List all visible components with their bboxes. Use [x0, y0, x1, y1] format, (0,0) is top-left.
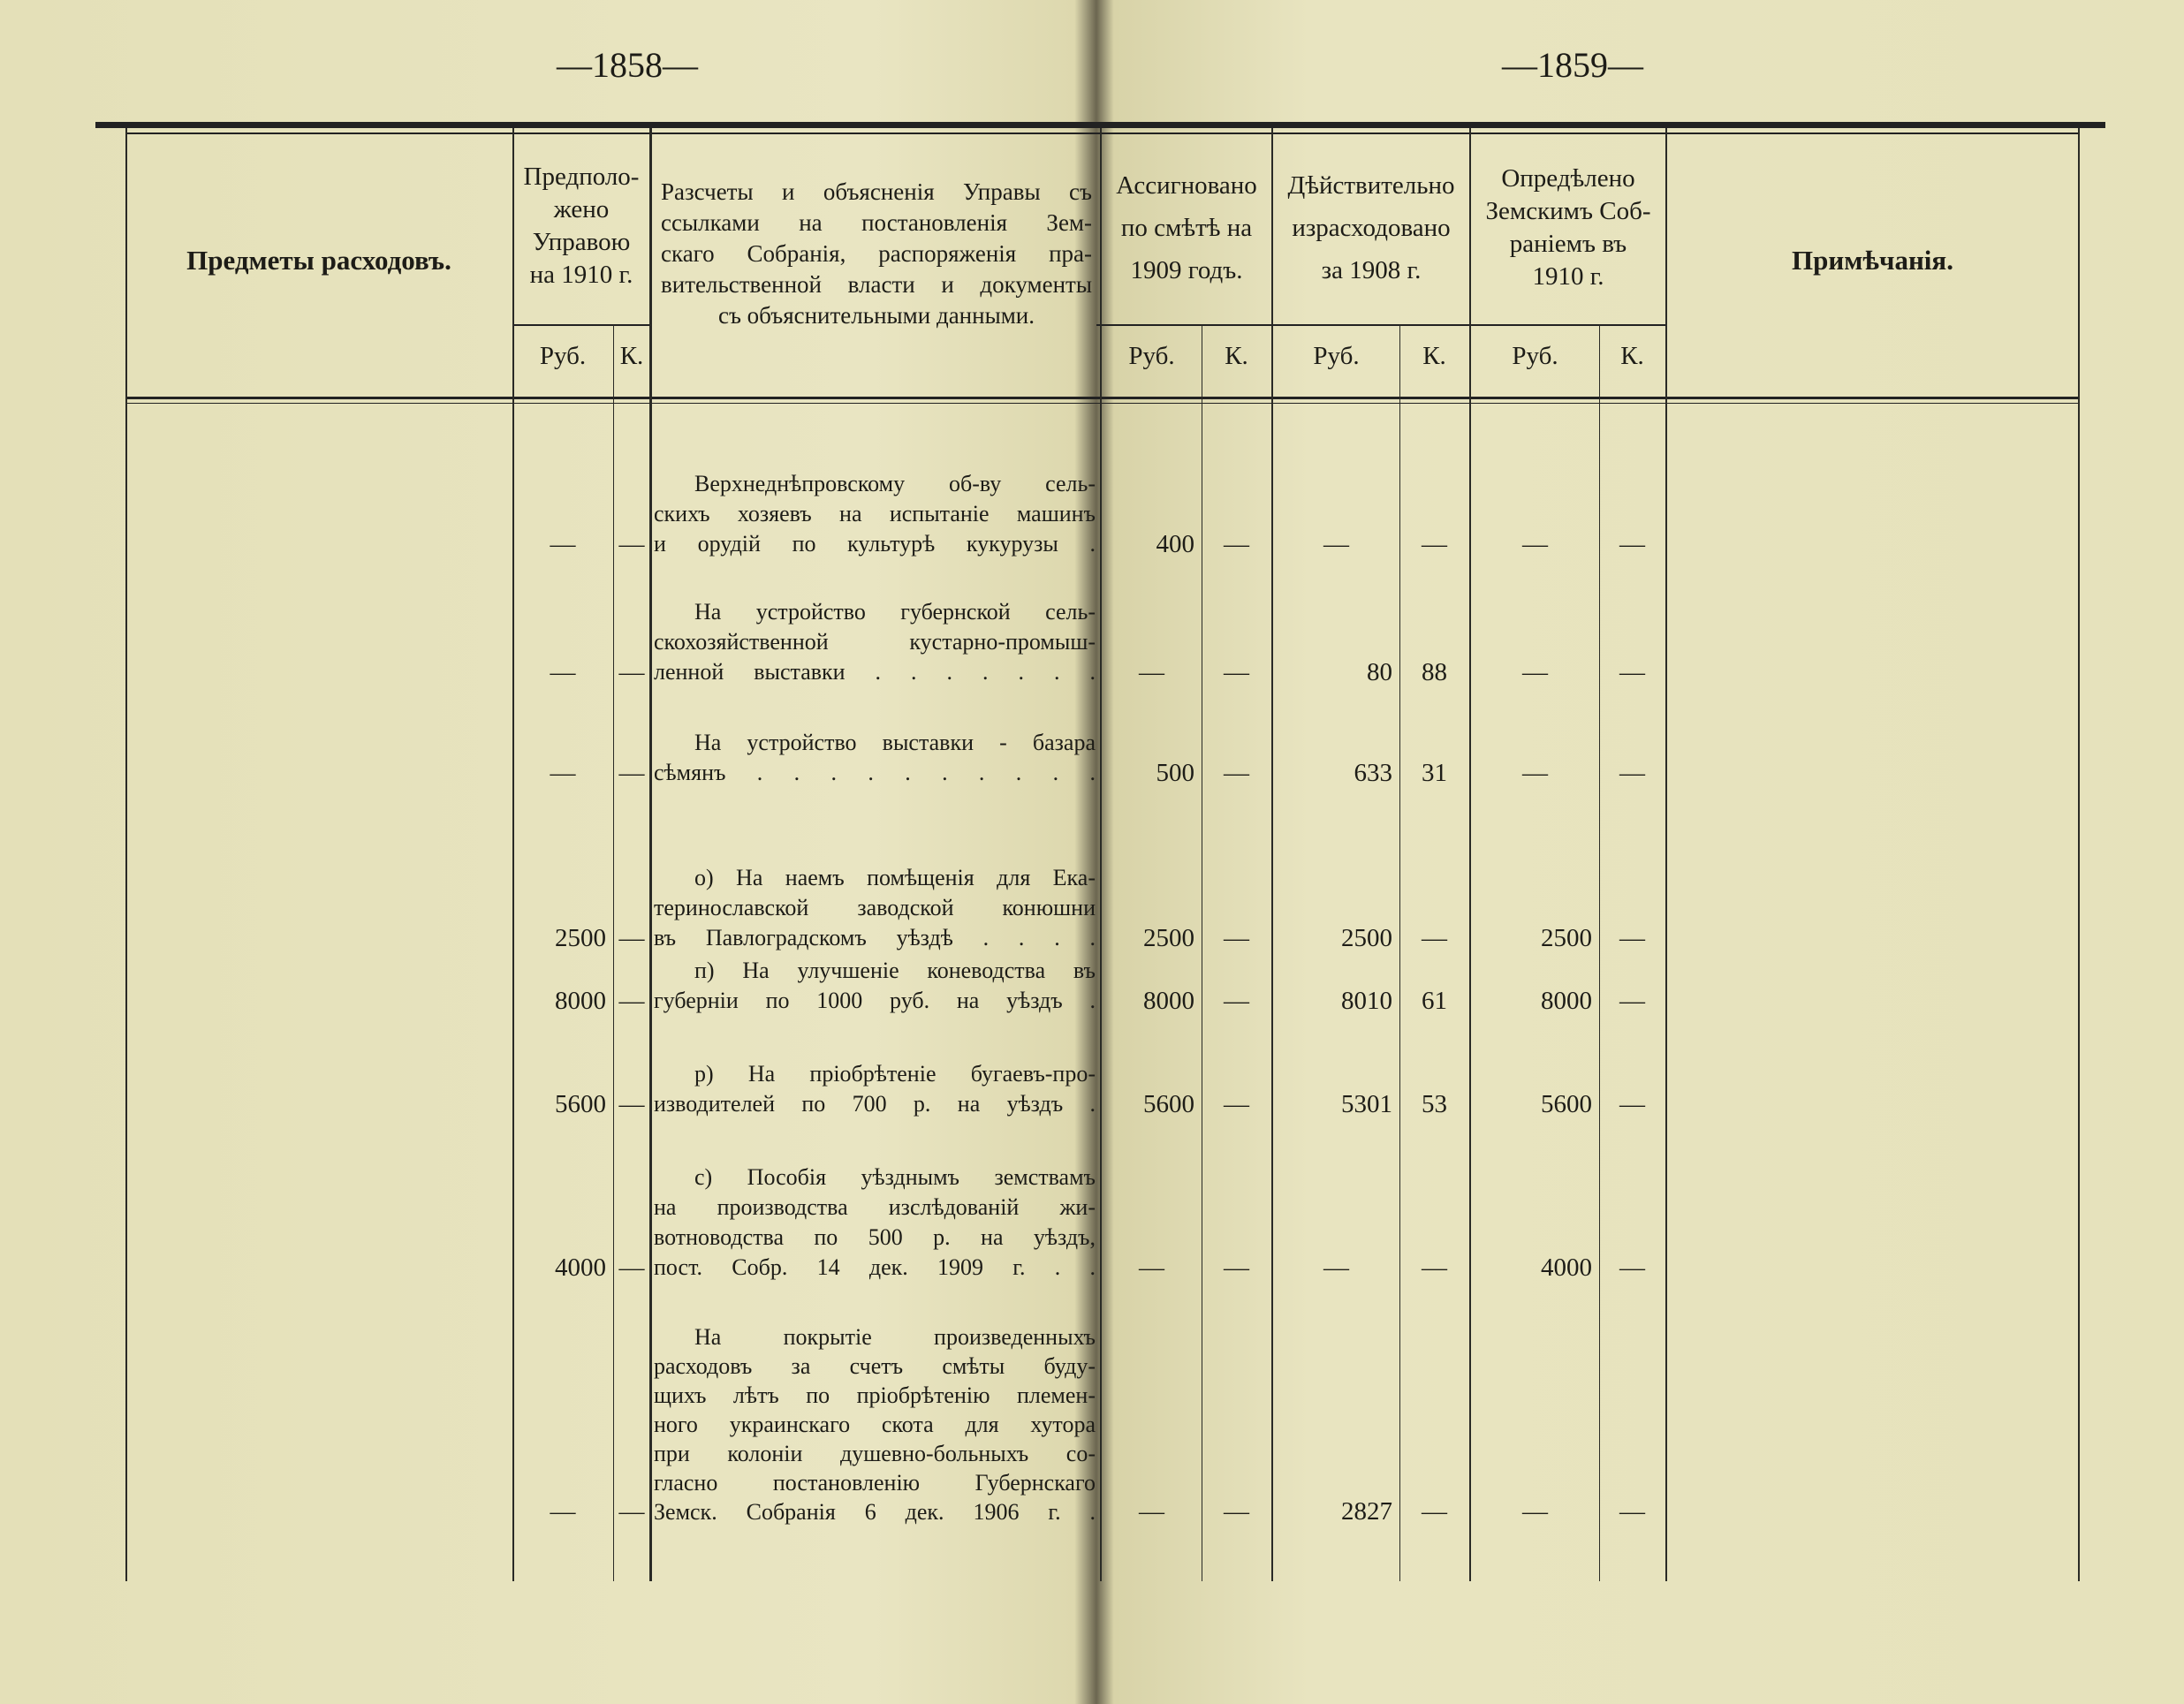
description-line: На устройство выставки - базара	[694, 730, 1096, 755]
cell-actual-rub: 80	[1367, 658, 1392, 686]
cell-determined-kop: —	[1619, 530, 1645, 558]
table-row	[0, 956, 2184, 1016]
subheader-rub: Руб.	[1128, 342, 1175, 370]
row-description	[654, 469, 1096, 559]
cell-planned-kop: —	[618, 759, 645, 787]
row-description	[654, 597, 1096, 687]
header-planned-line: на 1910 г.	[529, 261, 633, 289]
cell-determined-rub: —	[1522, 530, 1548, 558]
description-line: при колоніи душевно-больныхъ со-	[654, 1441, 1096, 1466]
table-row	[0, 469, 2184, 559]
header-notes: Примѣчанія.	[1792, 245, 1953, 276]
header-actual-line: израсходовано	[1292, 214, 1451, 242]
cell-determined-rub: 5600	[1541, 1090, 1592, 1118]
subheader-rub: Руб.	[1313, 342, 1360, 370]
header-explanations-line: съ объяснительными данными.	[717, 302, 1035, 329]
description-line: расходовъ за счетъ смѣты буду-	[654, 1353, 1096, 1379]
table-row	[0, 1163, 2184, 1283]
row-description	[654, 1322, 1096, 1526]
header-items: Предметы расходовъ.	[186, 245, 451, 276]
row-description	[654, 1059, 1096, 1119]
cell-planned-rub: —	[550, 759, 576, 787]
cell-actual-kop: —	[1422, 1253, 1447, 1282]
row-description	[654, 863, 1096, 953]
cell-planned-kop: —	[618, 1253, 645, 1282]
cell-actual-rub: 2827	[1341, 1497, 1392, 1526]
cell-actual-rub: 5301	[1341, 1090, 1392, 1118]
cell-actual-rub: —	[1323, 1253, 1349, 1282]
cell-determined-rub: —	[1522, 1497, 1548, 1526]
header-assigned-line: Ассигновано	[1116, 171, 1257, 200]
header-actual	[1273, 164, 1469, 292]
description-line: На покрытіе произведенныхъ	[694, 1324, 1096, 1350]
description-line: скихъ хозяевъ на испытаніе машинъ	[654, 501, 1096, 526]
cell-actual-kop: 53	[1422, 1090, 1447, 1118]
description-line: теринославской заводской конюшни	[654, 895, 1096, 920]
table-row	[0, 1059, 2184, 1119]
cell-determined-kop: —	[1619, 1497, 1645, 1526]
header-explanations	[661, 177, 1092, 331]
cell-planned-rub: 8000	[555, 987, 606, 1015]
cell-determined-rub: 4000	[1541, 1253, 1592, 1282]
cell-assigned-kop: —	[1224, 759, 1249, 787]
cell-assigned-kop: —	[1224, 1090, 1249, 1118]
description-line: на производства изслѣдованій жи-	[654, 1194, 1096, 1220]
description-line: скохозяйственной кустарно-промыш-	[654, 629, 1096, 655]
cell-determined-rub: 8000	[1541, 987, 1592, 1015]
description-line: с) Пособія уѣзднымъ земствамъ	[694, 1164, 1096, 1190]
description-line: сѣмянъ . . . . . . . . . .	[654, 760, 1096, 785]
header-planned	[512, 161, 650, 292]
cell-planned-kop: —	[618, 924, 645, 952]
row-description	[654, 728, 1096, 788]
cell-determined-kop: —	[1619, 1253, 1645, 1282]
cell-actual-rub: 8010	[1341, 987, 1392, 1015]
cell-determined-kop: —	[1619, 924, 1645, 952]
header-actual-line: за 1908 г.	[1321, 256, 1422, 284]
subheader-rub: Руб.	[1512, 342, 1558, 370]
header-assigned-line: по смѣтѣ на	[1120, 214, 1253, 242]
cell-assigned-rub: 400	[1156, 530, 1194, 558]
cell-planned-kop: —	[618, 530, 645, 558]
description-line: р) На пріобрѣтеніе бугаевъ-про-	[694, 1061, 1096, 1087]
header-planned-line: Предполо-	[523, 163, 640, 191]
cell-determined-rub: —	[1522, 759, 1548, 787]
header-explanations-line: Разсчеты и объясненія Управы съ	[661, 178, 1092, 205]
description-line: ного украинскаго скота для хутора	[654, 1412, 1096, 1437]
table-row	[0, 863, 2184, 953]
header-bottom-rule-2	[125, 403, 2078, 404]
cell-assigned-rub: 8000	[1143, 987, 1194, 1015]
cell-determined-rub: 2500	[1541, 924, 1592, 952]
cell-assigned-kop: —	[1224, 1253, 1249, 1282]
top-rule-thin	[125, 133, 2078, 134]
table-row	[0, 597, 2184, 687]
cell-planned-rub: —	[550, 658, 576, 686]
description-line: пост. Собр. 14 дек. 1909 г. . .	[654, 1254, 1096, 1280]
header-explanations-line: скаго Собранія, распоряженія пра-	[661, 240, 1092, 267]
header-determined	[1471, 163, 1665, 293]
description-line: щихъ лѣтъ по пріобрѣтенію племен-	[654, 1382, 1096, 1408]
cell-assigned-kop: —	[1224, 530, 1249, 558]
cell-assigned-rub: —	[1139, 1253, 1164, 1282]
subheader-kop: К.	[619, 342, 644, 370]
description-line: изводителей по 700 р. на уѣздъ .	[654, 1091, 1096, 1117]
cell-planned-rub: —	[550, 530, 576, 558]
description-line: ленной выставки . . . . . . .	[654, 659, 1096, 685]
cell-assigned-kop: —	[1224, 658, 1249, 686]
header-assigned-line: 1909 годъ.	[1130, 256, 1243, 284]
cell-assigned-rub: 5600	[1143, 1090, 1194, 1118]
table-row	[0, 728, 2184, 788]
description-line: въ Павлоградскомъ уѣздѣ . . . .	[654, 925, 1096, 950]
header-explanations-line: ссылками на постановленія Зем-	[661, 209, 1092, 236]
row-description	[654, 956, 1096, 1016]
cell-determined-kop: —	[1619, 1090, 1645, 1118]
subheader-kop: К.	[1620, 342, 1644, 370]
cell-actual-rub: —	[1323, 530, 1349, 558]
cell-actual-kop: 88	[1422, 658, 1447, 686]
header-determined-line: раніемъ въ	[1509, 230, 1627, 258]
header-bottom-rule	[125, 397, 2078, 399]
header-determined-line: Опредѣлено	[1501, 164, 1635, 193]
description-line: губерніи по 1000 руб. на уѣздъ .	[654, 988, 1096, 1013]
cell-planned-rub: —	[550, 1497, 576, 1526]
cell-assigned-rub: —	[1139, 658, 1164, 686]
header-explanations-line: вительственной власти и документы	[661, 271, 1092, 298]
row-description	[654, 1163, 1096, 1283]
cell-planned-rub: 4000	[555, 1253, 606, 1282]
cell-actual-rub: 633	[1354, 759, 1392, 787]
description-line: гласно постановленію Губернскаго	[654, 1470, 1096, 1496]
cell-planned-kop: —	[618, 1090, 645, 1118]
cell-determined-rub: —	[1522, 658, 1548, 686]
header-planned-line: Управою	[532, 228, 631, 256]
header-planned-line: жено	[553, 195, 610, 223]
header-actual-line: Дѣйствительно	[1287, 171, 1455, 200]
cell-actual-kop: —	[1422, 1497, 1447, 1526]
page-number-right: —1859—	[1502, 45, 1643, 85]
description-line: о) На наемъ помѣщенія для Ека-	[694, 865, 1096, 890]
cell-assigned-rub: —	[1139, 1497, 1164, 1526]
cell-planned-kop: —	[618, 987, 645, 1015]
subheader-kop: К.	[1422, 342, 1446, 370]
description-line: п) На улучшеніе коневодства въ	[694, 958, 1096, 983]
description-line: и орудій по культурѣ кукурузы .	[654, 531, 1096, 557]
cell-assigned-kop: —	[1224, 924, 1249, 952]
subheader-kop: К.	[1225, 342, 1248, 370]
header-assigned	[1102, 164, 1271, 292]
table-row	[0, 1322, 2184, 1526]
cell-assigned-rub: 500	[1156, 759, 1194, 787]
header-determined-line: 1910 г.	[1532, 262, 1604, 291]
subheader-rub: Руб.	[539, 342, 587, 370]
page-number-left: —1858—	[557, 45, 698, 85]
description-line: Верхнеднѣпровскому об-ву сель-	[694, 471, 1096, 496]
subheader-rule-right	[1096, 324, 1665, 326]
cell-determined-kop: —	[1619, 987, 1645, 1015]
description-line: Земск. Собранія 6 дек. 1906 г. .	[654, 1499, 1096, 1525]
cell-planned-kop: —	[618, 1497, 645, 1526]
header-determined-line: Земскимъ Соб-	[1485, 197, 1651, 225]
cell-actual-kop: 31	[1422, 759, 1447, 787]
cell-planned-kop: —	[618, 658, 645, 686]
top-rule-thick	[95, 122, 2105, 128]
cell-assigned-kop: —	[1224, 987, 1249, 1015]
description-line: вотноводства по 500 р. на уѣздъ,	[654, 1224, 1096, 1250]
cell-actual-kop: —	[1422, 924, 1447, 952]
cell-determined-kop: —	[1619, 759, 1645, 787]
cell-determined-kop: —	[1619, 658, 1645, 686]
cell-assigned-kop: —	[1224, 1497, 1249, 1526]
cell-planned-rub: 2500	[555, 924, 606, 952]
description-line: На устройство губернской сель-	[694, 599, 1096, 625]
cell-planned-rub: 5600	[555, 1090, 606, 1118]
cell-assigned-rub: 2500	[1143, 924, 1194, 952]
cell-actual-rub: 2500	[1341, 924, 1392, 952]
cell-actual-kop: 61	[1422, 987, 1447, 1015]
subheader-rule-left	[512, 324, 650, 326]
cell-actual-kop: —	[1422, 530, 1447, 558]
